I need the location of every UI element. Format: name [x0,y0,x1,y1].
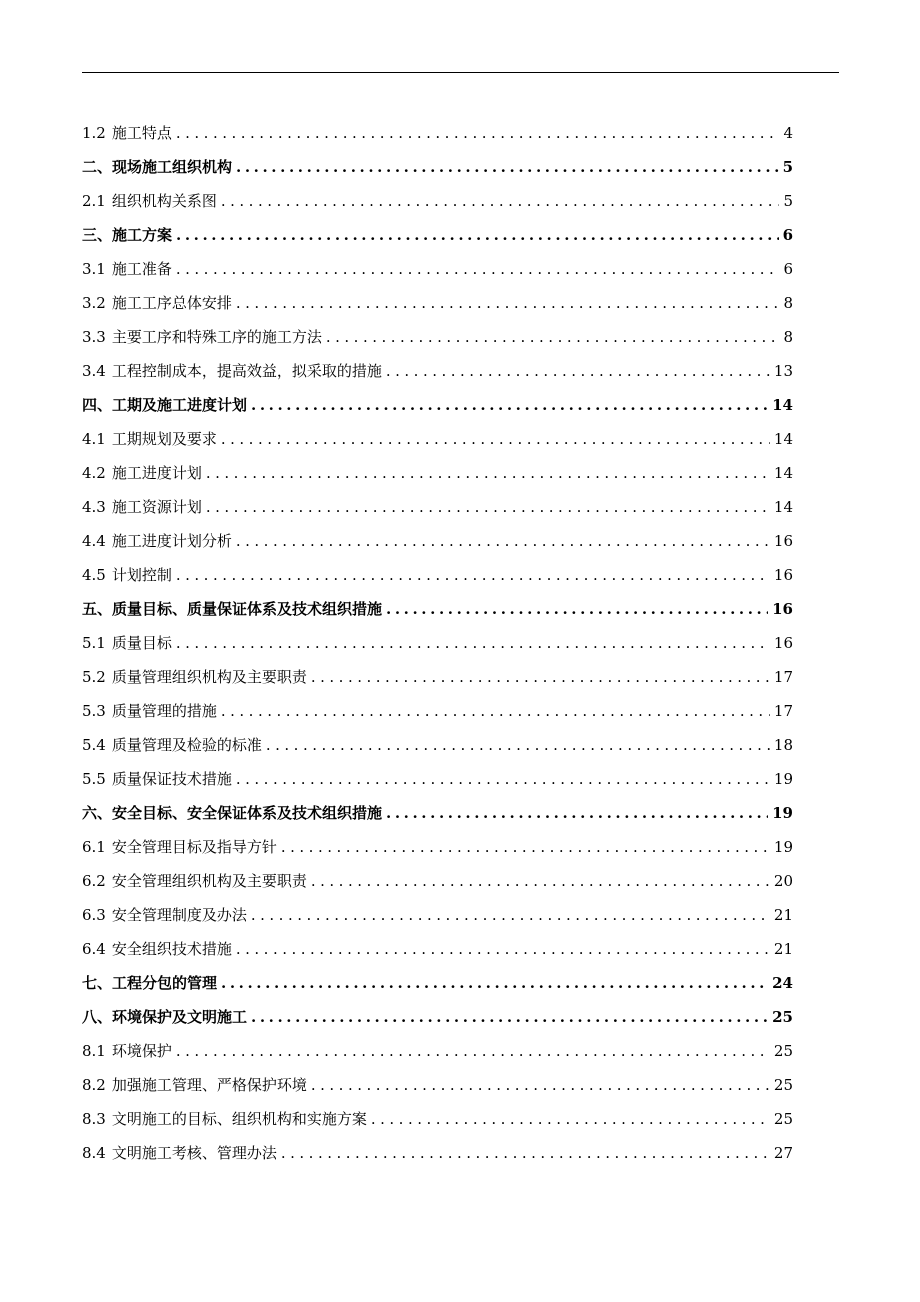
toc-entry-page-number: 19 [773,770,793,788]
toc-entry-page-number: 16 [773,566,793,584]
toc-entry-title: 安全组织技术措施 [111,940,232,958]
toc-entry-page-number: 20 [773,872,793,890]
toc-leader-dots [236,932,770,966]
toc-leader-dots [251,388,768,422]
toc-leader-dots [206,490,770,524]
toc-leader-dots [386,592,768,626]
toc-entry-title: 施工特点 [111,124,172,142]
toc-entry-title: 质量管理组织机构及主要职责 [111,668,307,686]
toc-entry-section[interactable] [82,1102,793,1136]
toc-leader-dots [281,830,770,864]
toc-entry-chapter[interactable] [82,150,793,184]
toc-leader-dots [311,864,770,898]
toc-entry-page-number: 21 [773,906,793,924]
toc-leader-dots [386,354,770,388]
toc-entry-section[interactable] [82,830,793,864]
toc-entry-number: 4.2 [82,464,106,482]
toc-leader-dots [236,150,779,184]
toc-entry-title: 二、现场施工组织机构 [82,158,233,176]
toc-entry-number: 6.4 [82,940,106,958]
toc-entry-title: 施工进度计划 [111,464,202,482]
toc-leader-dots [251,1000,768,1034]
toc-leader-dots [311,1068,770,1102]
toc-entry-title: 八、环境保护及文明施工 [82,1008,248,1026]
toc-entry-title: 施工进度计划分析 [111,532,232,550]
toc-entry-page-number: 14 [772,396,793,414]
toc-entry-section[interactable] [82,1034,793,1068]
toc-entry-title: 安全管理目标及指导方针 [111,838,277,856]
toc-entry-title: 计划控制 [111,566,172,584]
toc-entry-number: 4.4 [82,532,106,550]
toc-entry-title: 文明施工考核、管理办法 [111,1144,277,1162]
toc-entry-section[interactable] [82,932,793,966]
toc-entry-number: 3.2 [82,294,106,312]
toc-entry-title: 质量管理的措施 [111,702,217,720]
toc-entry-page-number: 21 [773,940,793,958]
toc-entry-section[interactable] [82,728,793,762]
toc-entry-chapter[interactable] [82,218,793,252]
toc-leader-dots [236,762,770,796]
toc-entry-title: 质量管理及检验的标准 [111,736,262,754]
toc-entry-section[interactable] [82,456,793,490]
toc-leader-dots [266,728,770,762]
toc-entry-title: 安全管理制度及办法 [111,906,247,924]
toc-entry-section[interactable] [82,184,793,218]
toc-entry-page-number: 17 [773,668,793,686]
toc-entry-page-number: 14 [773,430,793,448]
toc-entry-number: 8.1 [82,1042,106,1060]
toc-leader-dots [221,694,770,728]
toc-entry-title: 工程控制成本，提高效益，拟采取的措施 [111,362,382,380]
toc-entry-chapter[interactable] [82,966,793,1000]
toc-entry-page-number: 25 [772,1008,793,1026]
toc-entry-page-number: 25 [773,1076,793,1094]
toc-entry-number: 4.5 [82,566,106,584]
toc-entry-number: 5.4 [82,736,106,754]
toc-entry-section[interactable] [82,864,793,898]
toc-entry-chapter[interactable] [82,592,793,626]
toc-leader-dots [206,456,770,490]
toc-entry-number: 4.3 [82,498,106,516]
toc-entry-section[interactable] [82,286,793,320]
toc-entry-title: 五、质量目标、质量保证体系及技术组织措施 [82,600,383,618]
toc-leader-dots [386,796,768,830]
toc-entry-number: 8.4 [82,1144,106,1162]
toc-leader-dots [176,558,770,592]
toc-leader-dots [311,660,770,694]
toc-entry-number: 1.2 [82,124,106,142]
toc-entry-section[interactable] [82,694,793,728]
toc-entry-page-number: 16 [772,600,793,618]
toc-entry-page-number: 14 [773,464,793,482]
toc-entry-section[interactable] [82,116,793,150]
toc-entry-page-number: 4 [783,124,793,142]
toc-entry-number: 6.3 [82,906,106,924]
toc-leader-dots [281,1136,770,1170]
toc-leader-dots [221,422,770,456]
toc-leader-dots [221,184,780,218]
toc-entry-title: 安全管理组织机构及主要职责 [111,872,307,890]
toc-entry-title: 四、工期及施工进度计划 [82,396,248,414]
toc-entry-number: 8.3 [82,1110,106,1128]
toc-entry-page-number: 17 [773,702,793,720]
toc-entry-title: 组织机构关系图 [111,192,217,210]
toc-entry-page-number: 5 [782,158,793,176]
toc-leader-dots [236,286,780,320]
toc-entry-page-number: 19 [772,804,793,822]
toc-leader-dots [236,524,770,558]
toc-entry-title: 施工准备 [111,260,172,278]
toc-entry-page-number: 8 [783,328,793,346]
toc-entry-title: 主要工序和特殊工序的施工方法 [111,328,322,346]
toc-entry-section[interactable] [82,320,793,354]
toc-entry-title: 施工工序总体安排 [111,294,232,312]
toc-entry-title: 加强施工管理、严格保护环境 [111,1076,307,1094]
toc-entry-page-number: 6 [783,260,793,278]
toc-entry-section[interactable] [82,660,793,694]
toc-entry-chapter[interactable] [82,388,793,422]
toc-entry-title: 七、工程分包的管理 [82,974,218,992]
toc-entry-section[interactable] [82,558,793,592]
toc-entry-page-number: 19 [773,838,793,856]
toc-entry-title: 六、安全目标、安全保证体系及技术组织措施 [82,804,383,822]
toc-entry-title: 文明施工的目标、组织机构和实施方案 [111,1110,367,1128]
toc-entry-section[interactable] [82,252,793,286]
toc-leader-dots [326,320,780,354]
toc-entry-section[interactable] [82,422,793,456]
toc-entry-title: 施工资源计划 [111,498,202,516]
toc-entry-section[interactable] [82,898,793,932]
toc-leader-dots [176,626,770,660]
toc-leader-dots [176,116,780,150]
toc-entry-page-number: 25 [773,1110,793,1128]
toc-leader-dots [371,1102,770,1136]
toc-entry-chapter[interactable] [82,1000,793,1034]
toc-entry-section[interactable] [82,490,793,524]
toc-entry-title: 质量目标 [111,634,172,652]
toc-entry-section[interactable] [82,1068,793,1102]
header-rule [82,72,839,73]
toc-entry-page-number: 25 [773,1042,793,1060]
toc-entry-number: 3.1 [82,260,106,278]
toc-entry-page-number: 8 [783,294,793,312]
toc-entry-page-number: 16 [773,634,793,652]
toc-entry-number: 4.1 [82,430,106,448]
toc-entry-page-number: 13 [773,362,793,380]
toc-entry-title: 质量保证技术措施 [111,770,232,788]
toc-leader-dots [251,898,770,932]
toc-entry-page-number: 24 [772,974,793,992]
toc-entry-title: 环境保护 [111,1042,172,1060]
toc-entry-title: 工期规划及要求 [111,430,217,448]
toc-entry-section[interactable] [82,354,793,388]
table-of-contents [82,116,793,1170]
toc-entry-page-number: 6 [782,226,793,244]
toc-entry-page-number: 14 [773,498,793,516]
toc-leader-dots [176,1034,770,1068]
toc-entry-page-number: 16 [773,532,793,550]
toc-entry-chapter[interactable] [82,796,793,830]
toc-leader-dots [176,218,779,252]
toc-entry-number: 3.3 [82,328,106,346]
toc-leader-dots [176,252,780,286]
toc-entry-number: 6.1 [82,838,106,856]
toc-entry-number: 5.3 [82,702,106,720]
toc-entry-page-number: 27 [773,1144,793,1162]
toc-entry-page-number: 18 [773,736,793,754]
toc-entry-section[interactable] [82,1136,793,1170]
toc-entry-number: 6.2 [82,872,106,890]
toc-leader-dots [221,966,768,1000]
toc-entry-number: 5.1 [82,634,106,652]
toc-entry-page-number: 5 [783,192,793,210]
toc-entry-section[interactable] [82,524,793,558]
toc-entry-number: 5.5 [82,770,106,788]
toc-entry-number: 5.2 [82,668,106,686]
toc-entry-number: 8.2 [82,1076,106,1094]
toc-entry-title: 三、施工方案 [82,226,173,244]
toc-entry-number: 3.4 [82,362,106,380]
toc-entry-section[interactable] [82,762,793,796]
toc-entry-section[interactable] [82,626,793,660]
toc-entry-number: 2.1 [82,192,106,210]
